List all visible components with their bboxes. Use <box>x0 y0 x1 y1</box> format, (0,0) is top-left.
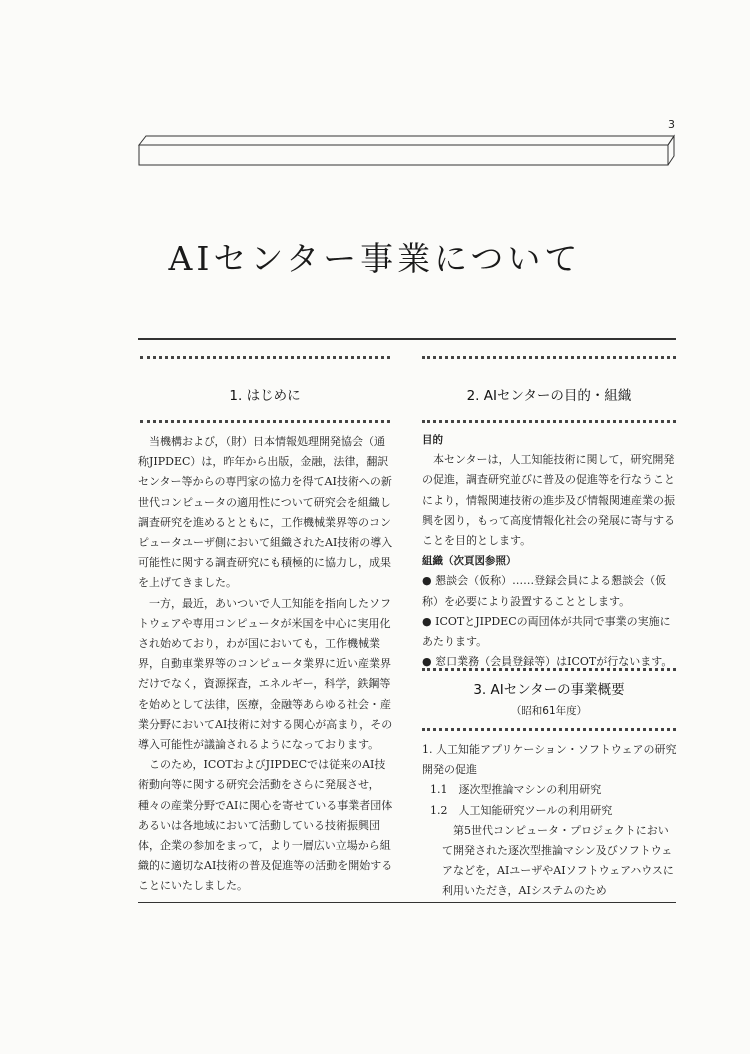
section1-heading: 1. はじめに <box>229 388 301 404</box>
left-column <box>138 432 394 897</box>
purpose-label: 目的 <box>422 434 443 446</box>
intro-paragraph-3: このため，ICOTおよびJIPDECでは従来のAI技術動向等に関する研究会活動をさらに発展させ，種々の産業分野でAIに関心を寄せている事業者団体あるいは各地域において活動している技術振興団体，企業の参加をまって，より一層広い立場から組織的に適切なAI技術の普及促進等の活動を開始することにいたしました。 <box>138 758 393 893</box>
section3-subheading: （昭和61年度） <box>510 705 588 717</box>
overview-item-text: 第5世代コンピュータ・プロジェクトにおいて開発された逐次型推論マシン及びソフトウェアなどを，AIユーザやAIソフトウェアハウスに利用いただき，AIシステムのため <box>442 823 674 898</box>
title-rule <box>138 338 676 340</box>
right-top-divider <box>422 356 676 359</box>
overview-item: 1.1 逐次型推論マシンの利用研究 <box>430 783 602 797</box>
org-bullet: ● 懇談会（仮称）……登録会員による懇談会（仮称）を必要により設置することとします。 <box>422 574 667 608</box>
organization-label: 組織（次頁図参照） <box>422 555 517 568</box>
bottom-rule <box>138 902 676 903</box>
page-title: AIセンター事業について <box>168 239 582 278</box>
left-heading-divider <box>140 420 390 423</box>
overview-item: 1.2 人工知能研究ツールの利用研究 <box>430 803 613 817</box>
intro-paragraph-1: 当機構および，（財）日本情報処理開発協会（通称JIPDEC）は，昨年から出版，金融，法律，翻訳センター等からの専門家の協力を得てAI技術への新世代コンピュータの適用性について研究会を組織し調査研究を進めるとともに，工作機械業界等のコンピュータユーザ側において組織されたAI技術の導入可能性に関する調査研究にも積極的に協力し，成果を上げてきました。 <box>138 435 393 590</box>
overview-item: 1. 人工知能アプリケーション・ソフトウェアの研究開発の促進 <box>422 743 677 777</box>
org-bullet: ● ICOTとJIPDECの両団体が共同で事業の実施にあたります。 <box>422 614 671 649</box>
page-number: 3 <box>668 118 675 131</box>
right-heading-divider <box>422 420 676 423</box>
header-band <box>138 133 676 167</box>
purpose-text: 本センターは，人工知能技術に関して，研究開発の促進，調査研究並びに普及の促進等を行なうことにより，情報関連技術の進歩及び情報関連産業の振興を図り，もって高度情報化社会の発展に寄与することを目的とします。 <box>422 453 675 548</box>
right-column-lower <box>422 740 678 902</box>
right-section3-divider <box>422 728 676 731</box>
right-column-upper <box>422 430 678 672</box>
org-bullet: ● 窓口業務（会員登録等）はICOTが行ないます。 <box>422 655 673 669</box>
section2-heading: 2. AIセンターの目的・組織 <box>466 388 632 404</box>
intro-paragraph-2: 一方，最近，あいついで人工知能を指向したソフトウェアや専用コンピュータが米国を中心に実用化され始めており，わが国においても，工作機械業界，自動車業界等のコンピュータ業界に近い産業界だけでなく，資源探査，エネルギー，科学，鉄鋼等を始めとして法律，医療，金融等あらゆる社会・産業分野においてAI技術に対する関心が高まり，その導入可能性が議論されるようになっております。 <box>138 596 393 752</box>
right-mid-divider <box>422 668 676 671</box>
left-top-divider <box>140 356 390 359</box>
section3-heading: 3. AIセンターの事業概要 <box>473 682 625 698</box>
